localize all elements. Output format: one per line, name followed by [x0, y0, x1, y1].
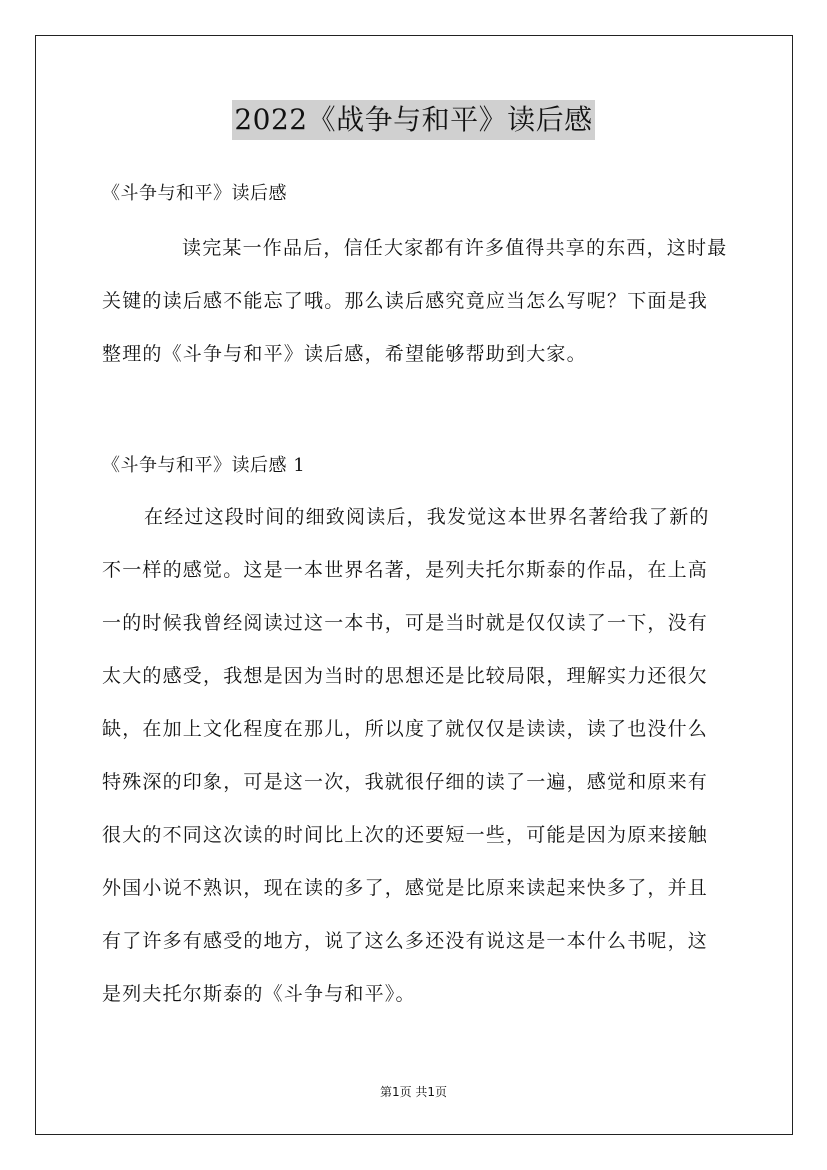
essay-heading: 《斗争与和平》读后感 1 — [102, 455, 306, 476]
intro-paragraph: 读完某一作品后，信任大家都有许多值得共享的东西，这时最关键的读后感不能忘了哦。那么读后感究竟应当怎么写呢？下面是我整理的《斗争与和平》读后感，希望能够帮助到大家。 — [102, 237, 728, 365]
title-container — [0, 100, 827, 140]
section-heading: 《斗争与和平》读后感 — [102, 183, 287, 204]
page-footer: 第1页 共1页 — [379, 1085, 448, 1099]
document-title: 2022《战争与和平》读后感 — [232, 100, 594, 140]
essay-paragraph: 在经过这段时间的细致阅读后，我发觉这本世界名著给我了新的不一样的感觉。这是一本世界名著，是列夫托尔斯泰的作品，在上高一的时候我曾经阅读过这一本书，可是当时就是仅仅读了一下，没有太大的感受，我想是因为当时的思想还是比较局限，理解实力还很欠缺，在加上文化程度在那儿，所以度了就仅仅是读读，读了也没什么特殊深的印象，可是这一次，我就很仔细的读了一遍，感觉和原来有很大的不同这次读的时间比上次的还要短一些，可能是因为原来接触外国小说不熟识，现在读的多了，感觉是比原来读起来快多了，并且有了许多有感受的地方，说了这么多还没有说这是一本什么书呢，这是列夫托尔斯泰的《斗争与和平》。 — [102, 506, 710, 1005]
